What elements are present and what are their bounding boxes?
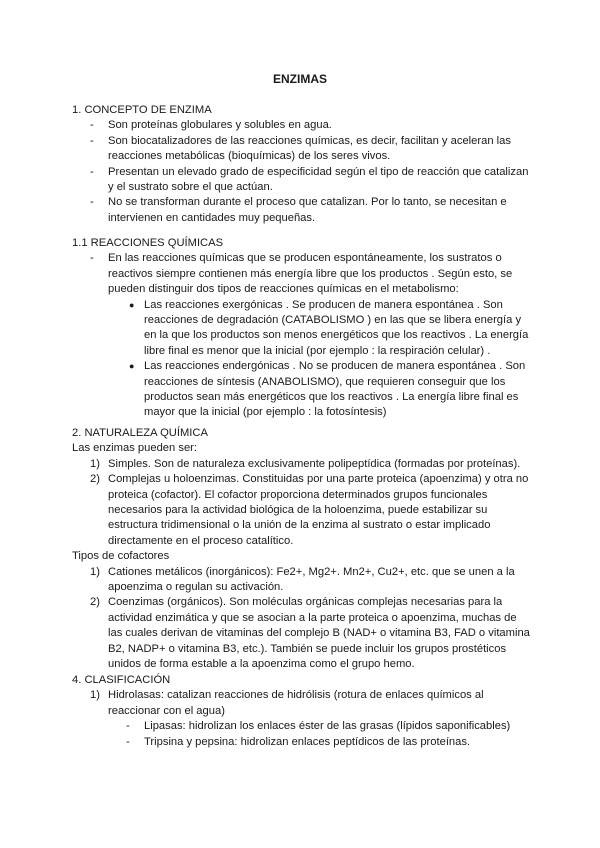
list-item: - Tripsina y pepsina: hidrolizan enlaces peptídicos de las proteínas.	[72, 735, 532, 750]
numbered-list	[72, 688, 532, 719]
list-text: Coenzimas (orgánicos). Son moléculas orgánicas complejas necesarias para la actividad enzimática y que se asocian a la parte proteica o apoenzima, muchas de las cuales derivan de vitaminas del complejo B (NAD+ o vitamina B3, FAD o vitamina B2, NADP+ o vitamina B3, etc.). También se puede incluir los grupos prostéticos unidos de forma estable a la apoenzima como el grupo hemo.	[108, 596, 530, 671]
list-text: Simples. Son de naturaleza exclusivamente polipeptídica (formadas por proteínas).	[108, 457, 521, 470]
list-item: - No se transforman durante el proceso que catalizan. Por lo tanto, se necesitan e intervienen en cantidades muy pequeñas.	[72, 195, 532, 226]
section-reacciones	[72, 236, 532, 421]
list-item: ● Las reacciones exergónicas . Se producen de manera espontánea . Son reacciones de degradación (CATABOLISMO ) en las que se libera energía y en la que los productos son menos energéticos que los reactivos . La energía libre final es menor que la inicial (por ejemplo : la respiración celular) .	[72, 298, 532, 360]
list-item	[72, 472, 532, 549]
list-item	[72, 688, 532, 719]
list-item: ● Las reacciones endergónicas . No se producen de manera espontánea . Son reacciones de síntesis (ANABOLISMO), que requieren conseguir que los productos sean más energéticos que los reactivos . La energía libre final es mayor que la inicial (por ejemplo : la fotosíntesis)	[72, 359, 532, 421]
list-item: - Presentan un elevado grado de especificidad según el tipo de reacción que catalizan y el sustrato sobre el que actúan.	[72, 165, 532, 196]
sub-list	[72, 719, 532, 750]
list-number: 1)	[90, 565, 100, 578]
section-concepto	[72, 103, 532, 226]
list-text: Complejas u holoenzimas. Constituidas por una parte proteica (apoenzima) y otra no proteica (cofactor). El cofactor proporciona determinados grupos funcionales necesarios para la actividad biológica de la holoenzima, puede estabilizar su estructura tridimensional o la unión de la enzima al sustrato o estar implicado directamente en el proceso catalítico.	[108, 473, 529, 547]
document-title: ENZIMAS	[273, 72, 327, 86]
section-clasificacion	[72, 673, 532, 750]
cofactor-label: Tipos de cofactores	[72, 550, 170, 563]
bullet-list	[72, 251, 532, 297]
list-number: 2)	[90, 473, 100, 486]
section-naturaleza	[72, 426, 532, 673]
section-heading: 1. CONCEPTO DE ENZIMA	[72, 104, 212, 116]
bullet-list	[72, 118, 532, 226]
list-item: - En las reacciones químicas que se producen espontáneamente, los sustratos o reactivos siempre contienen más energía libre que los productos . Según esto, se pueden distinguir dos tipos de reacciones químicas en el metabolismo:	[72, 251, 532, 297]
list-item: - Son proteínas globulares y solubles en agua.	[72, 118, 532, 133]
numbered-list	[72, 457, 532, 549]
list-text: Cationes metálicos (inorgánicos): Fe2+, Mg2+. Mn2+, Cu2+, etc. que se unen a la apoenzima o regulan su activación.	[108, 565, 515, 594]
list-item	[72, 457, 532, 472]
list-item	[72, 595, 532, 672]
list-text: Hidrolasas: catalizan reacciones de hidrólisis (rotura de enlaces químicos al reaccionar con el agua)	[108, 689, 484, 717]
numbered-list	[72, 565, 532, 673]
section-heading: 4. CLASIFICACIÓN	[72, 674, 171, 686]
list-number: 1)	[90, 457, 100, 470]
list-item	[72, 565, 532, 596]
list-item: - Lipasas: hidrolizan los enlaces éster de las grasas (lípidos saponificables)	[72, 719, 532, 734]
section-heading: 1.1 REACCIONES QUÍMICAS	[72, 237, 224, 249]
list-number: 1)	[90, 689, 100, 702]
section-intro: Las enzimas pueden ser:	[72, 442, 198, 455]
section-heading: 2. NATURALEZA QUÍMICA	[72, 427, 208, 439]
bullet-list-nested	[72, 298, 532, 421]
list-item: - Son biocatalizadores de las reacciones químicas, es decir, facilitan y aceleran las reacciones metabólicas (bioquímicas) de los seres vivos.	[72, 134, 532, 165]
list-number: 2)	[90, 596, 100, 609]
